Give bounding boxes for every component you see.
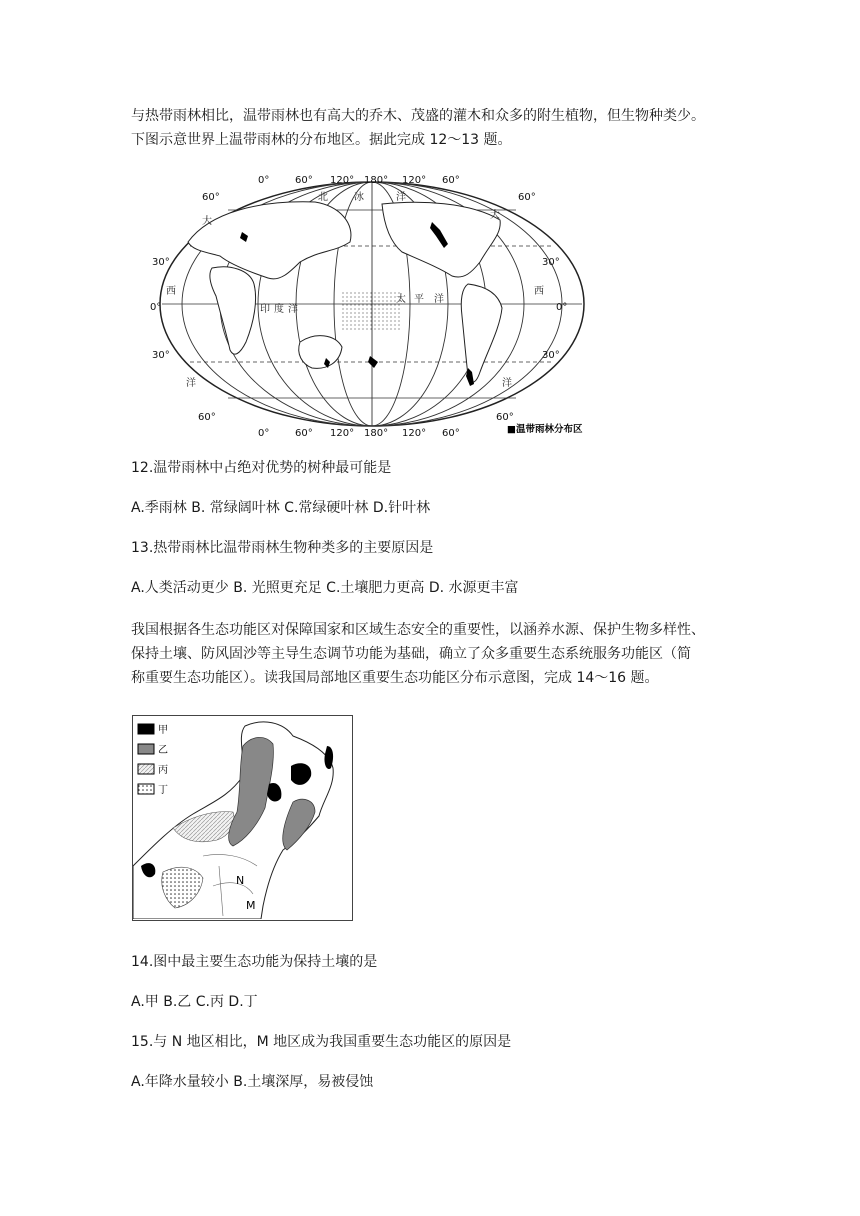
legend-label-yi: 乙 [158, 745, 168, 756]
left-label-2: 0° [150, 302, 162, 313]
bottom-label-5: 60° [442, 428, 460, 439]
question-13-stem: 13.热带雨林比温带雨林生物种类多的主要原因是 [131, 540, 434, 556]
right-label-3: 30° [542, 350, 560, 361]
intro-line-2: 下图示意世界上温带雨林的分布地区。据此完成 12～13 题。 [131, 132, 512, 148]
map2-legend [138, 724, 168, 796]
top-label-2: 120° [330, 175, 355, 186]
china-eco-map-svg [133, 716, 351, 919]
bottom-label-1: 60° [295, 428, 313, 439]
legend-label-jia: 甲 [158, 725, 168, 736]
place-label-m: M [246, 899, 256, 912]
left-label-3: 30° [152, 350, 170, 361]
intro2-line-3: 称重要生态功能区）。读我国局部地区重要生态功能区分布示意图，完成 14～16 题。 [131, 670, 659, 686]
intro2-line-1: 我国根据各生态功能区对保障国家和区域生态安全的重要性，以涵养水源、保护生物多样性、 [131, 622, 705, 638]
ocean-label-13: 平 [414, 294, 424, 305]
right-label-4: 60° [496, 412, 514, 423]
ocean-label-12: 太 [396, 294, 406, 305]
top-label-3: 180° [364, 175, 389, 186]
question-15-stem: 15.与 N 地区相比，M 地区成为我国重要生态功能区的原因是 [131, 1034, 512, 1050]
left-label-1: 30° [152, 257, 170, 268]
legend-label-ding: 丁 [158, 785, 168, 796]
ocean-label-8: 洋 [502, 378, 512, 389]
intro-paragraph-1 [131, 104, 731, 152]
ocean-label-6: 西 [534, 286, 544, 297]
ocean-label-1: 冰 [354, 192, 364, 203]
ocean-label-0: 北 [318, 192, 328, 203]
ocean-label-4: 大 [490, 210, 500, 221]
world-map-figure [150, 172, 595, 440]
right-label-2: 0° [556, 302, 568, 313]
question-12-stem: 12.温带雨林中占绝对优势的树种最可能是 [131, 460, 392, 476]
ocean-label-9: 印 [260, 304, 270, 315]
intro-paragraph-2 [131, 618, 731, 690]
ocean-label-10: 度 [274, 304, 284, 315]
question-13-options: A.人类活动更少 B. 光照更充足 C.土壤肥力更高 D. 水源更丰富 [131, 580, 519, 596]
ocean-label-2: 洋 [396, 192, 406, 203]
bottom-label-4: 120° [402, 428, 427, 439]
left-label-0: 60° [202, 192, 220, 203]
bottom-label-3: 180° [364, 428, 389, 439]
legend-swatch-jia [138, 724, 154, 734]
intro2-line-2: 保持土壤、防风固沙等主导生态调节功能为基础，确立了众多重要生态系统服务功能区（简 [131, 646, 691, 662]
legend-swatch-yi [138, 744, 154, 754]
left-label-4: 60° [198, 412, 216, 423]
bottom-label-0: 0° [258, 428, 270, 439]
ocean-label-14: 洋 [434, 294, 444, 305]
world-map-svg [150, 172, 595, 440]
pacific-islands [340, 292, 400, 332]
right-label-1: 30° [542, 257, 560, 268]
place-label-n: N [236, 874, 245, 887]
question-14-stem: 14.图中最主要生态功能为保持土壤的是 [131, 954, 378, 970]
top-label-4: 120° [402, 175, 427, 186]
top-label-0: 0° [258, 175, 270, 186]
top-label-1: 60° [295, 175, 313, 186]
ocean-label-3: 大 [202, 216, 212, 227]
map1-legend: ■温带雨林分布区 [507, 424, 583, 435]
intro-line-1: 与热带雨林相比，温带雨林也有高大的乔木、茂盛的灌木和众多的附生植物，但生物种类少。 [131, 108, 705, 124]
question-14-options: A.甲 B.乙 C.丙 D.丁 [131, 994, 258, 1010]
ocean-label-5: 西 [166, 286, 176, 297]
question-12-options: A.季雨林 B. 常绿阔叶林 C.常绿硬叶林 D.针叶林 [131, 500, 431, 516]
right-label-0: 60° [518, 192, 536, 203]
bottom-label-2: 120° [330, 428, 355, 439]
legend-label-bing: 丙 [158, 765, 168, 776]
question-15-options: A.年降水量较小 B.土壤深厚，易被侵蚀 [131, 1074, 374, 1090]
china-eco-map-figure [132, 715, 353, 921]
ocean-label-11: 洋 [288, 304, 298, 315]
top-label-5: 60° [442, 175, 460, 186]
legend-swatch-ding [138, 784, 154, 794]
ocean-label-7: 洋 [186, 378, 196, 389]
legend-swatch-bing [138, 764, 154, 774]
